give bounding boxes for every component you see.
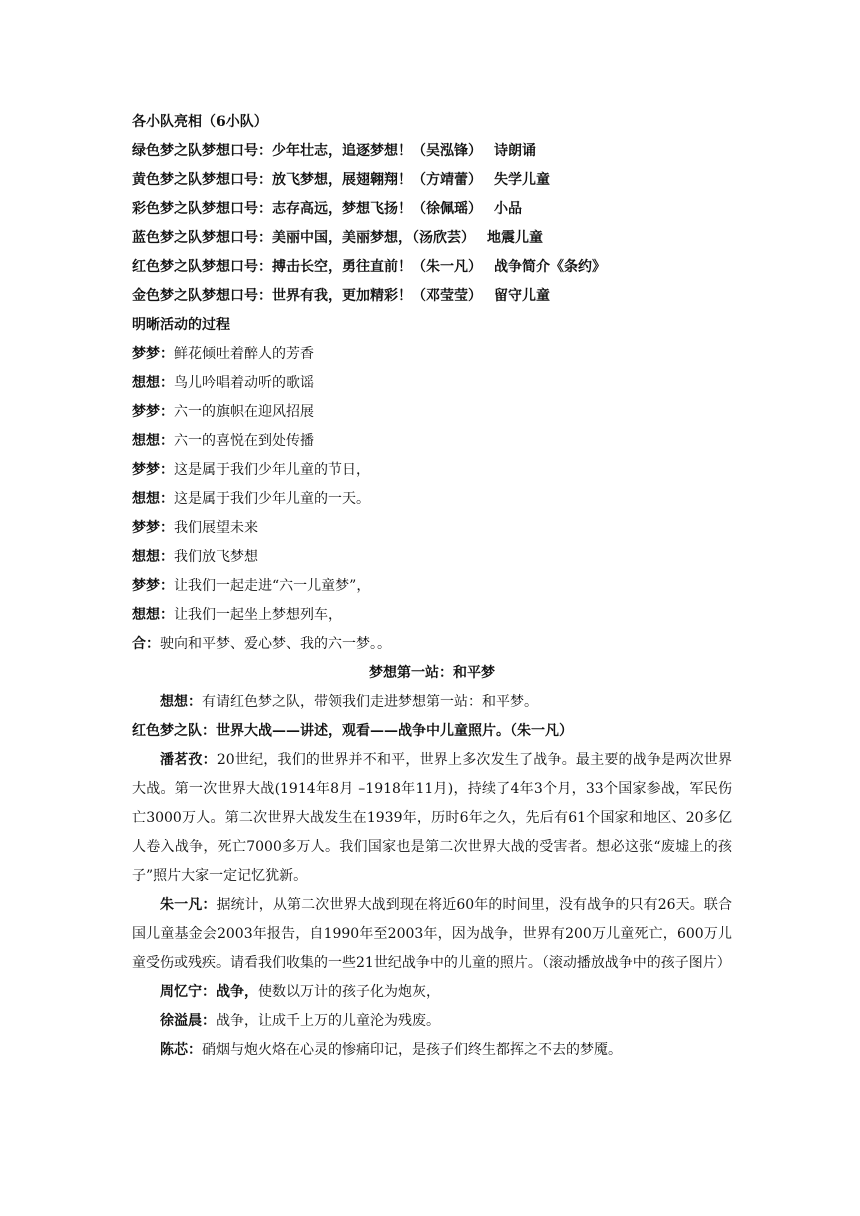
squad-slogan: 黄色梦之队梦想口号：放飞梦想，展翅翱翔！（方靖蕾） <box>132 172 482 188</box>
squad-slogan: 绿色梦之队梦想口号：少年壮志，追逐梦想！（吴泓锋） <box>132 143 482 159</box>
speaker: 想想： <box>132 549 174 565</box>
speaker: 想想： <box>160 694 202 710</box>
paragraph <box>132 746 732 891</box>
dialogue-text: 我们展望未来 <box>174 520 258 536</box>
dialogue-line <box>132 427 732 456</box>
dialogue-text: 六一的喜悦在到处传播 <box>174 433 314 449</box>
paragraph <box>132 891 732 978</box>
squad-line <box>132 253 732 282</box>
paragraph-text: 据统计，从第二次世界大战到现在将近60年的时间里，没有战争的只有26天。联合国儿童基金会2003年报告，自1990年至2003年，因为战争，世界有200万儿童死亡，600万儿童受伤或残疾。请看我们收集的一些21世纪战争中的儿童的照片。（滚动播放战争中的孩子图片） <box>132 897 732 971</box>
paragraph-text: 20世纪，我们的世界并不和平，世界上多次发生了战争。最主要的战争是两次世界大战。第一次世界大战(1914年8月 –1918年11月)，持续了4年3个月，33个国家参战，军民伤亡3000万人。第二次世界大战发生在1939年，历时6年之久，先后有61个国家和地区、20多亿人卷入战争，死亡7000多万人。我们国家也是第二次世界大战的受害者。想必这张“废墟上的孩子”照片大家一定记忆犹新。 <box>132 752 733 884</box>
closing-line <box>132 1007 732 1036</box>
heading-squads: 各小队亮相（6小队） <box>132 114 268 130</box>
speaker: 合： <box>132 636 160 652</box>
speaker: 梦梦： <box>132 346 174 362</box>
dialogue-text: 鲜花倾吐着醉人的芳香 <box>174 346 314 362</box>
speaker: 梦梦： <box>132 462 174 478</box>
dialogue-text: 我们放飞梦想 <box>174 549 258 565</box>
closing-line <box>132 1036 732 1065</box>
dialogue-text: 让我们一起坐上梦想列车， <box>174 607 342 623</box>
dialogue-text: 六一的旗帜在迎风招展 <box>174 404 314 420</box>
dialogue-line <box>132 543 732 572</box>
dialogue-text: 鸟儿吟唱着动听的歌谣 <box>174 375 314 391</box>
closing-line <box>132 978 732 1007</box>
squad-item: 战争简介《条约》 <box>494 259 606 275</box>
speaker: 想想： <box>132 607 174 623</box>
squad-item: 失学儿童 <box>494 172 550 188</box>
speaker: 想想： <box>132 433 174 449</box>
closing-text: 战争，让成千上万的儿童沦为残废。 <box>216 1013 440 1029</box>
squad-line <box>132 195 732 224</box>
dialogue-line <box>132 485 732 514</box>
red-team-line: 红色梦之队：世界大战——讲述，观看——战争中儿童照片。（朱一凡） <box>132 723 573 739</box>
dialogue-text: 这是属于我们少年儿童的一天。 <box>174 491 370 507</box>
dialogue-line <box>132 369 732 398</box>
dialogue-text: 这是属于我们少年儿童的节日， <box>174 462 370 478</box>
speaker: 想想： <box>132 491 174 507</box>
intro-text: 有请红色梦之队，带领我们走进梦想第一站：和平梦。 <box>202 694 538 710</box>
intro-line <box>132 688 732 717</box>
dialogue-line <box>132 340 732 369</box>
document-body <box>132 108 732 1065</box>
squad-line <box>132 224 732 253</box>
dialogue-text: 让我们一起走进“六一儿童梦”， <box>174 578 371 594</box>
dialogue-line <box>132 572 732 601</box>
squad-list <box>132 137 732 311</box>
speaker: 梦梦： <box>132 578 174 594</box>
speaker: 周忆宁： <box>160 984 216 1000</box>
squad-line <box>132 166 732 195</box>
dialogue-line <box>132 398 732 427</box>
station-title: 梦想第一站：和平梦 <box>369 665 495 681</box>
squad-slogan: 红色梦之队梦想口号：搏击长空，勇往直前！（朱一凡） <box>132 259 482 275</box>
speaker: 朱一凡： <box>160 897 217 913</box>
closing-text: 硝烟与炮火烙在心灵的惨痛印记，是孩子们终生都挥之不去的梦魇。 <box>202 1042 622 1058</box>
speaker: 徐溢晨： <box>160 1013 216 1029</box>
squad-line <box>132 137 732 166</box>
squad-item: 地震儿童 <box>487 230 543 246</box>
emphasis-word: 战争， <box>216 984 258 1000</box>
heading-process: 明晰活动的过程 <box>132 317 230 333</box>
dialogue-text: 驶向和平梦、爱心梦、我的六一梦。。 <box>160 636 391 652</box>
squad-slogan: 彩色梦之队梦想口号：志存高远，梦想飞扬！（徐佩瑶） <box>132 201 482 217</box>
dialogue-line <box>132 601 732 630</box>
speaker: 想想： <box>132 375 174 391</box>
squad-item: 诗朗诵 <box>494 143 536 159</box>
dialogue-line <box>132 456 732 485</box>
dialogue-line <box>132 514 732 543</box>
squad-slogan: 蓝色梦之队梦想口号：美丽中国，美丽梦想，（汤欣芸） <box>132 230 475 246</box>
closing-text: 使数以万计的孩子化为炮灰， <box>258 984 440 1000</box>
squad-line <box>132 282 732 311</box>
squad-item: 小品 <box>494 201 522 217</box>
speaker: 梦梦： <box>132 520 174 536</box>
squad-item: 留守儿童 <box>494 288 550 304</box>
speaker: 潘茗孜： <box>160 752 217 768</box>
dialogue-list <box>132 340 732 659</box>
speaker: 陈芯： <box>160 1042 202 1058</box>
dialogue-line <box>132 630 732 659</box>
squad-slogan: 金色梦之队梦想口号：世界有我，更加精彩！（邓莹莹） <box>132 288 482 304</box>
speaker: 梦梦： <box>132 404 174 420</box>
